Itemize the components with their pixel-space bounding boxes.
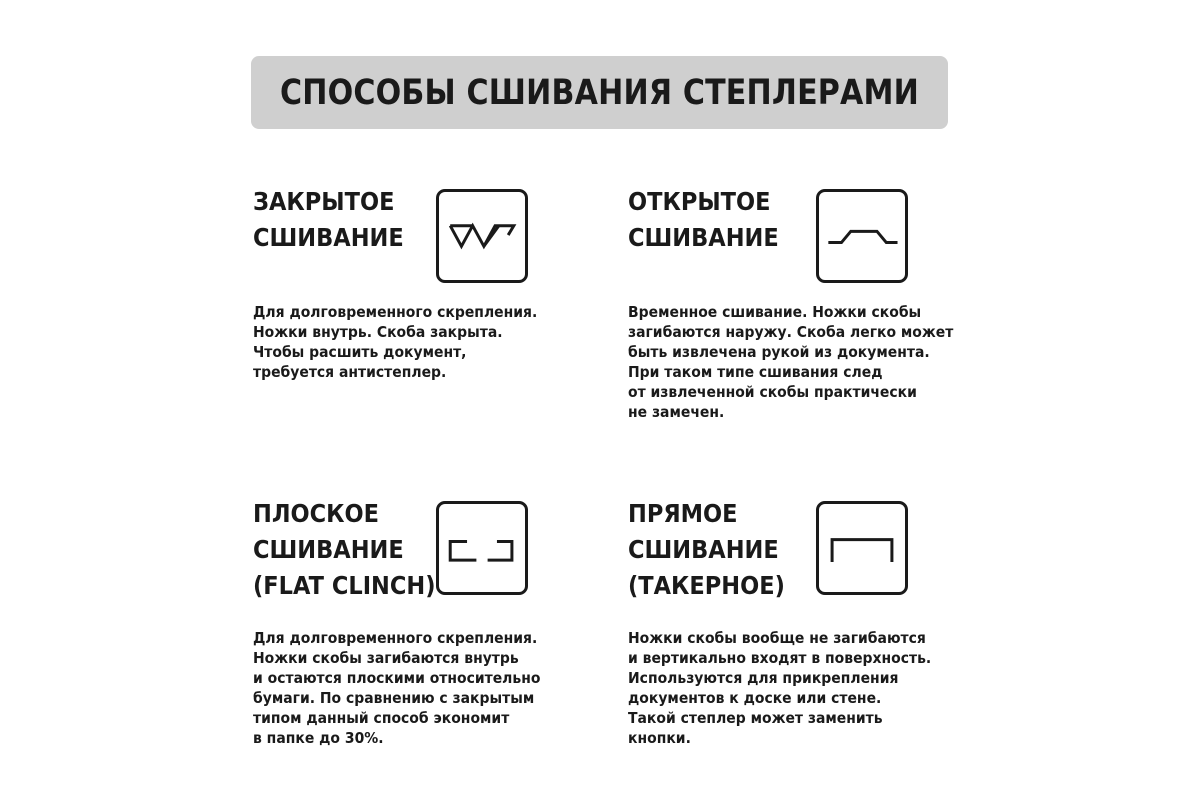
open-clinch-icon bbox=[816, 189, 908, 283]
heading-line: СШИВАНИЕ bbox=[253, 535, 404, 564]
description-line: типом данный способ экономит bbox=[253, 709, 510, 727]
description-line: Ножки скобы вообще не загибаются bbox=[628, 629, 926, 647]
heading-line: ПРЯМОЕ bbox=[628, 499, 738, 528]
section-description bbox=[253, 628, 540, 748]
section-description bbox=[253, 302, 537, 382]
description-line: и вертикально входят в поверхность. bbox=[628, 649, 932, 667]
heading-line: (FLAT CLINCH) bbox=[253, 571, 436, 600]
heading-line: ПЛОСКОЕ bbox=[253, 499, 380, 528]
description-line: загибаются наружу. Скоба легко может bbox=[628, 323, 954, 341]
section-heading bbox=[628, 184, 779, 256]
description-line: от извлеченной скобы практически bbox=[628, 383, 917, 401]
straight-tacker-icon bbox=[816, 501, 908, 595]
description-line: документов к доске или стене. bbox=[628, 689, 882, 707]
description-line: не замечен. bbox=[628, 403, 725, 421]
description-line: При таком типе сшивания след bbox=[628, 363, 883, 381]
section-heading bbox=[253, 496, 436, 604]
description-line: Ножки скобы загибаются внутрь bbox=[253, 649, 519, 667]
closed-clinch-icon bbox=[436, 189, 528, 283]
description-line: Используются для прикрепления bbox=[628, 669, 899, 687]
heading-line: СШИВАНИЕ bbox=[628, 223, 779, 252]
heading-line: (ТАКЕРНОЕ) bbox=[628, 571, 785, 600]
description-line: в папке до 30%. bbox=[253, 729, 384, 747]
section-description bbox=[628, 302, 953, 422]
description-line: Ножки внутрь. Скоба закрыта. bbox=[253, 323, 503, 341]
section-heading bbox=[253, 184, 404, 256]
page-title: СПОСОБЫ СШИВАНИЯ СТЕПЛЕРАМИ bbox=[280, 72, 919, 113]
description-line: Для долговременного скрепления. bbox=[253, 303, 538, 321]
description-line: Такой степлер может заменить bbox=[628, 709, 883, 727]
description-line: Для долговременного скрепления. bbox=[253, 629, 538, 647]
heading-line: ЗАКРЫТОЕ bbox=[253, 187, 395, 216]
description-line: и остаются плоскими относительно bbox=[253, 669, 541, 687]
title-banner bbox=[251, 56, 948, 129]
description-line: требуется антистеплер. bbox=[253, 363, 447, 381]
heading-line: ОТКРЫТОЕ bbox=[628, 187, 771, 216]
description-line: кнопки. bbox=[628, 729, 691, 747]
heading-line: СШИВАНИЕ bbox=[253, 223, 404, 252]
section-description bbox=[628, 628, 931, 748]
description-line: Временное сшивание. Ножки скобы bbox=[628, 303, 922, 321]
description-line: Чтобы расшить документ, bbox=[253, 343, 467, 361]
flat-clinch-icon bbox=[436, 501, 528, 595]
description-line: бумаги. По сравнению с закрытым bbox=[253, 689, 535, 707]
heading-line: СШИВАНИЕ bbox=[628, 535, 779, 564]
description-line: быть извлечена рукой из документа. bbox=[628, 343, 930, 361]
section-heading bbox=[628, 496, 785, 604]
